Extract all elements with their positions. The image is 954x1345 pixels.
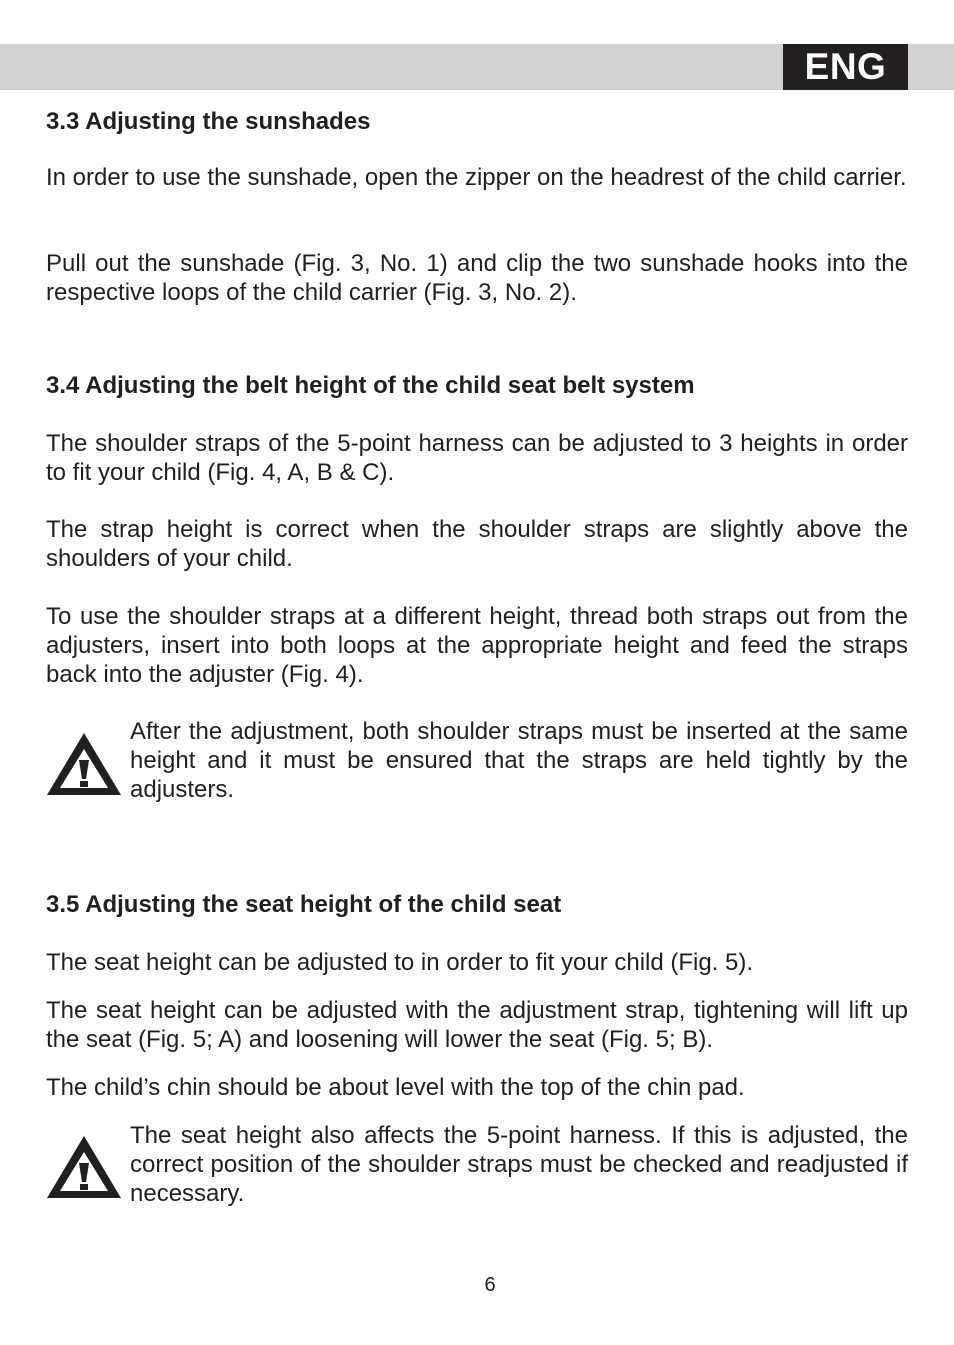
language-badge: ENG [783, 44, 908, 90]
warning-triangle-icon [46, 1135, 122, 1199]
paragraph: The seat height can be adjusted to in order to fit your child (Fig. 5). [46, 949, 754, 976]
paragraph: Pull out the sunshade (Fig. 3, No. 1) and clip the two sunshade hooks into the respective loops of the child carrier (Fig. 3, No. 2). [46, 250, 908, 306]
paragraph: To use the shoulder straps at a different height, thread both straps out from the adjusters, insert into both loops at the appropriate height and feed the straps back into the adjuster (Fig. 4). [46, 603, 908, 688]
paragraph: The strap height is correct when the shoulder straps are slightly above the shoulders of your child. [46, 516, 908, 572]
paragraph: The child’s chin should be about level with the top of the chin pad. [46, 1074, 745, 1101]
section-heading-3-4: 3.4 Adjusting the belt height of the child seat belt system [46, 372, 695, 399]
warning-text: The seat height also affects the 5-point harness. If this is adjusted, the correct position of the shoulder straps must be checked and readjusted if necessary. [130, 1122, 908, 1207]
paragraph: The shoulder straps of the 5-point harness can be adjusted to 3 heights in order to fit your child (Fig. 4, A, B & C). [46, 430, 908, 486]
paragraph: The seat height can be adjusted with the adjustment strap, tightening will lift up the seat (Fig. 5; A) and loosening will lower the seat (Fig. 5; B). [46, 997, 908, 1053]
paragraph: In order to use the sunshade, open the zipper on the headrest of the child carrier. [46, 164, 907, 191]
section-heading-3-5: 3.5 Adjusting the seat height of the child seat [46, 891, 562, 918]
warning-text: After the adjustment, both shoulder straps must be inserted at the same height and it must be ensured that the straps are held tightly by the adjusters. [130, 718, 908, 803]
page-number: 6 [484, 1274, 496, 1296]
warning-triangle-icon [46, 732, 122, 796]
section-heading-3-3: 3.3 Adjusting the sunshades [46, 108, 371, 135]
